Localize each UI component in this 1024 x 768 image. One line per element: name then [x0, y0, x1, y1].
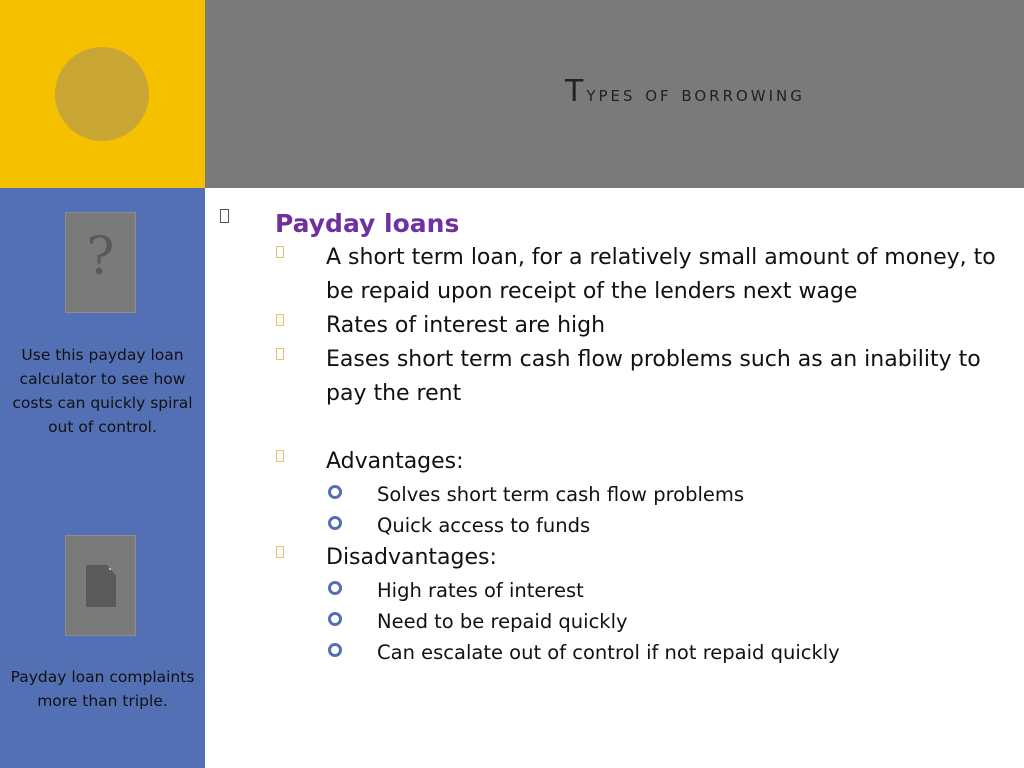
square-bullet-icon — [276, 246, 284, 258]
section-heading: Payday loans — [275, 209, 460, 238]
disadvantage-text: Can escalate out of control if not repaid quickly — [377, 641, 840, 664]
heading-item — [220, 207, 1010, 241]
ring-bullet-icon — [328, 612, 342, 626]
advantages-label — [220, 445, 1010, 479]
ring-bullet-icon — [328, 643, 342, 657]
square-bullet-icon — [276, 450, 284, 462]
square-bullet-icon — [220, 209, 229, 223]
disadvantage-text: High rates of interest — [377, 579, 584, 602]
slide-title: Types of borrowing — [565, 74, 805, 109]
document-icon — [86, 565, 116, 607]
title-bar — [205, 0, 1024, 188]
list-item — [220, 241, 1010, 309]
question-mark-icon: ? — [86, 227, 115, 287]
corner-panel — [0, 0, 205, 188]
disadvantage-text: Need to be repaid quickly — [377, 610, 628, 633]
ring-bullet-icon — [328, 581, 342, 595]
decorative-circle — [55, 47, 149, 141]
point-text: Rates of interest are high — [326, 313, 606, 338]
ring-bullet-icon — [328, 516, 342, 530]
point-text: Eases short term cash flow problems such as an inability to pay the rent — [326, 347, 981, 406]
calculator-media-tile[interactable] — [65, 212, 136, 313]
square-bullet-icon — [276, 348, 284, 360]
list-item — [220, 343, 1010, 411]
complaints-media-tile[interactable] — [65, 535, 136, 636]
ring-bullet-icon — [328, 485, 342, 499]
advantages-text: Advantages: — [326, 449, 464, 474]
square-bullet-icon — [276, 546, 284, 558]
list-item — [220, 479, 1010, 510]
advantage-text: Quick access to funds — [377, 514, 591, 537]
complaints-caption: Payday loan complaints more than triple. — [10, 668, 195, 710]
point-text: A short term loan, for a relatively small amount of money, to be repaid upon receipt of the lenders next wage — [326, 245, 996, 304]
list-item — [220, 510, 1010, 541]
disadvantages-text: Disadvantages: — [326, 545, 497, 570]
disadvantages-label — [220, 541, 1010, 575]
calculator-caption: Use this payday loan calculator to see how costs can quickly spiral out of control. — [12, 346, 193, 436]
list-item — [220, 606, 1010, 637]
square-bullet-icon — [276, 314, 284, 326]
advantage-text: Solves short term cash flow problems — [377, 483, 745, 506]
list-item — [220, 637, 1010, 668]
sidebar — [0, 188, 205, 768]
list-item — [220, 309, 1010, 343]
list-item — [220, 575, 1010, 606]
slide-body — [220, 207, 1010, 668]
